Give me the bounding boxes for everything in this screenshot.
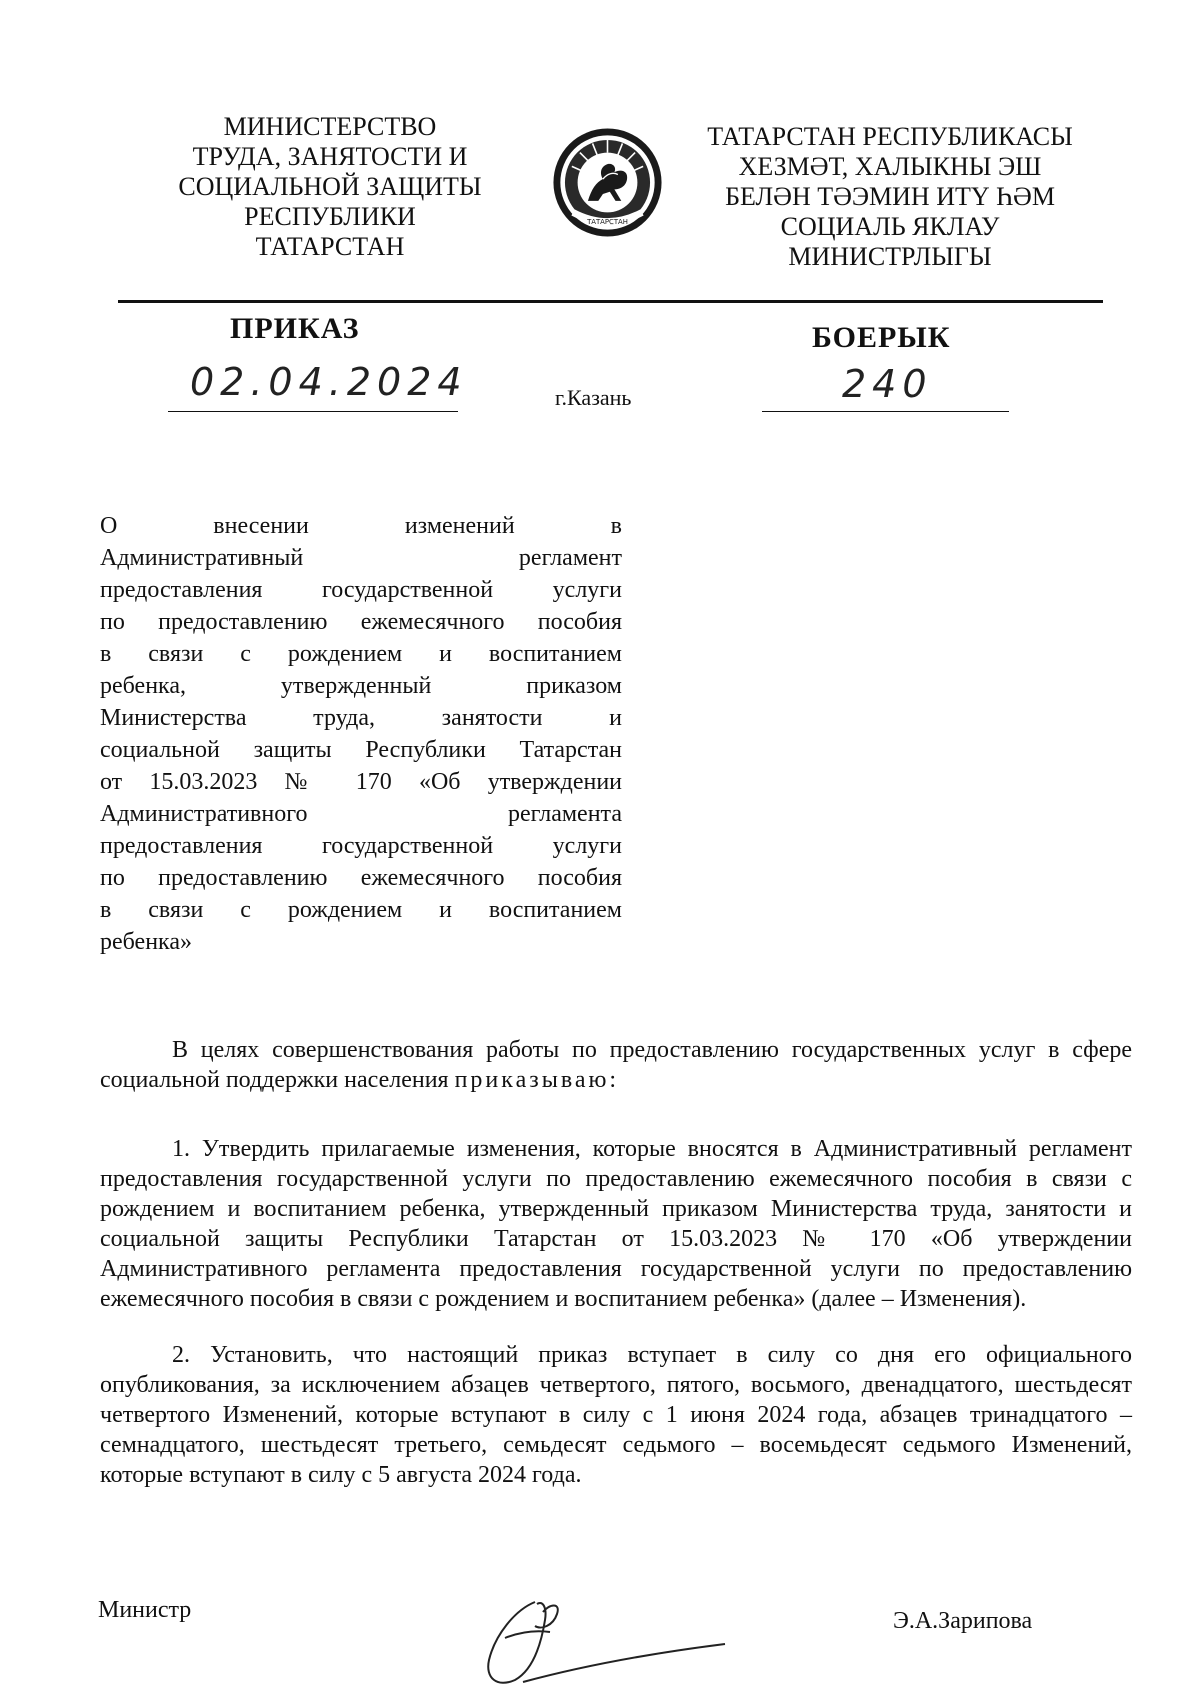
- subject-line: от 15.03.2023 № 170 «Об утверждении: [100, 769, 622, 795]
- header-line: РЕСПУБЛИКИ: [244, 202, 416, 231]
- subject-line: социальной защиты Республики Татарстан: [100, 737, 622, 763]
- subject-line: по предоставлению ежемесячного пособия: [100, 609, 622, 635]
- subject-line: ребенка»: [100, 929, 192, 955]
- subject-line: предоставления государственной услуги: [100, 833, 622, 859]
- header-line: ТРУДА, ЗАНЯТОСТИ И: [192, 142, 468, 171]
- header-line: ТАТАРСТАН: [255, 232, 405, 261]
- city-label: г.Казань: [555, 385, 632, 410]
- date-underline: [168, 411, 458, 412]
- header-line: БЕЛӘН ТӘЭМИН ИТҮ ҺӘМ: [725, 182, 1055, 211]
- order-subject: [100, 510, 622, 958]
- subject-line: Административного регламента: [100, 801, 622, 827]
- number-underline: [762, 411, 1009, 412]
- document-title-ru: ПРИКАЗ: [230, 312, 360, 345]
- subject-line: Министерства труда, занятости и: [100, 705, 622, 731]
- preamble-order-word: приказываю:: [454, 1067, 620, 1093]
- header-line: МИНИСТЕРСТВО: [223, 112, 437, 141]
- header-divider: [118, 300, 1103, 303]
- subject-line: в связи с рождением и воспитанием: [100, 897, 622, 923]
- subject-line: О внесении изменений в: [100, 513, 622, 539]
- preamble-text: В целях совершенствования работы по предоставлению государственных услуг в сфере социальной поддержки населения: [100, 1037, 1132, 1093]
- order-point-2: 2. Установить, что настоящий приказ вступает в силу со дня его официального опубликования, за исключением абзацев четвертого, пятого, восьмого, двенадцатого, шестьдесят четвертого Изменений, которые вступают в силу с 1 июня 2024 года, абзацев тринадцатого – семнадцатого, шестьдесят третьего, семьдесят седьмого – восемьдесят седьмого Изменений, которые вступают в силу с 5 августа 2024 года.: [100, 1342, 1132, 1488]
- header-line: СОЦИАЛЬ ЯКЛАУ: [780, 212, 1000, 241]
- order-date: 02.04.2024: [190, 360, 468, 404]
- ministry-name-ru: [140, 112, 520, 262]
- subject-line: Административный регламент: [100, 545, 622, 571]
- ministry-name-tt: [680, 122, 1100, 272]
- subject-line: предоставления государственной услуги: [100, 577, 622, 603]
- preamble-paragraph: [100, 1035, 1132, 1095]
- handwritten-signature-icon: [475, 1590, 735, 1700]
- header-line: СОЦИАЛЬНОЙ ЗАЩИТЫ: [178, 172, 482, 201]
- tatarstan-coat-of-arms-icon: [550, 125, 665, 240]
- subject-line: в связи с рождением и воспитанием: [100, 641, 622, 667]
- header-line: ТАТАРСТАН РЕСПУБЛИКАСЫ: [707, 122, 1073, 151]
- subject-line: ребенка, утвержденный приказом: [100, 673, 622, 699]
- emblem-text: ТАТАРСТАН: [587, 217, 628, 226]
- document-title-tt: БОЕРЫК: [812, 321, 951, 354]
- subject-line: по предоставлению ежемесячного пособия: [100, 865, 622, 891]
- header-line: МИНИСТРЛЫГЫ: [788, 242, 992, 271]
- header-line: ХЕЗМӘТ, ХАЛЫКНЫ ЭШ: [738, 152, 1042, 181]
- signatory-title: Министр: [98, 1597, 192, 1623]
- signatory-name: Э.А.Зарипова: [893, 1608, 1033, 1634]
- order-point-1: 1. Утвердить прилагаемые изменения, которые вносятся в Административный регламент предоставления государственной услуги по предоставлению ежемесячного пособия в связи с рождением и воспитанием ребенка, утвержденный приказом Министерства труда, занятости и социальной защиты Республики Татарстан от 15.03.2023 № 170 «Об утверждении Административного регламента предоставления государственной услуги по предоставлению ежемесячного пособия в связи с рождением и воспитанием ребенка» (далее – Изменения).: [100, 1136, 1132, 1312]
- order-number: 240: [842, 362, 933, 406]
